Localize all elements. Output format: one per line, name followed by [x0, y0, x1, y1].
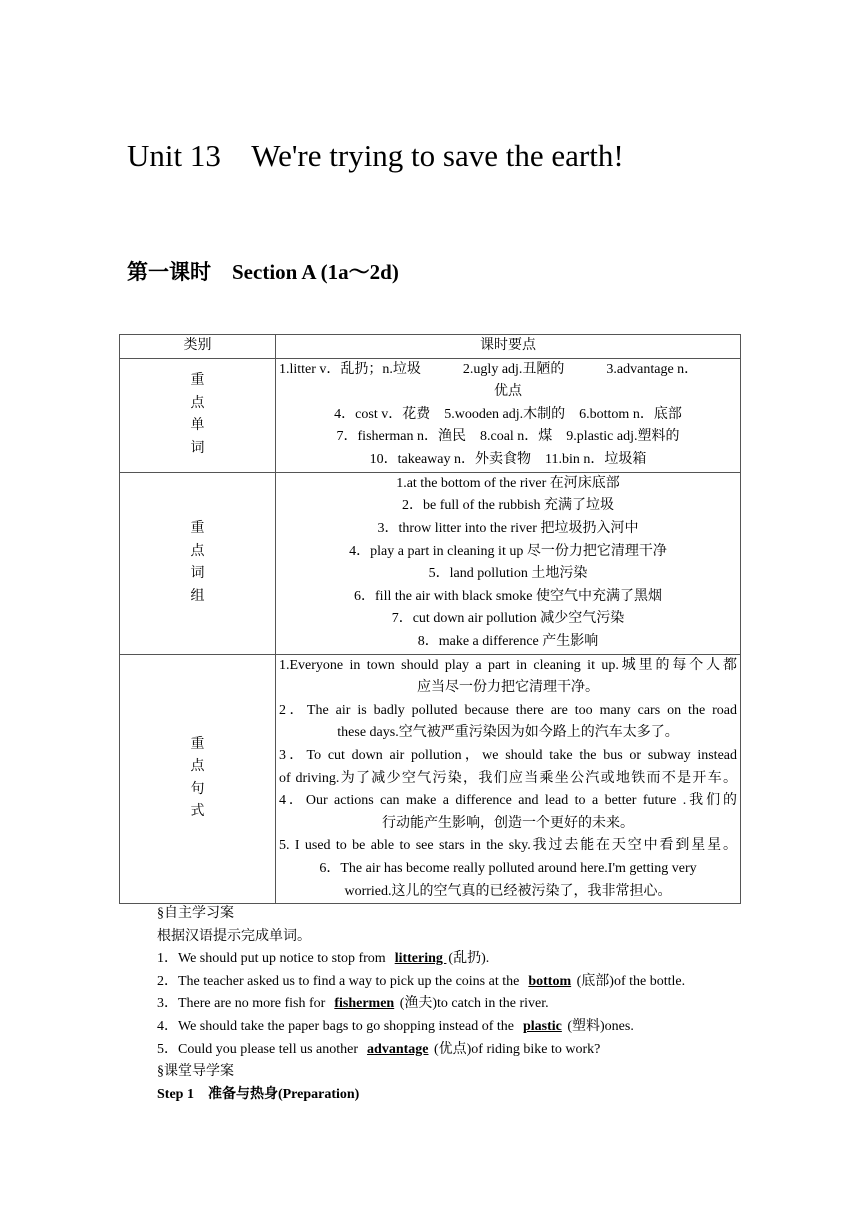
- category-vocabulary: 重 点 单 词: [120, 358, 276, 472]
- self-study-heading: §自主学习案: [157, 906, 234, 921]
- sentence-line: 4．Our actions can make a difference and lead to a better future .我们的: [279, 793, 737, 809]
- category-sentences: 重 点 句 式: [120, 654, 276, 904]
- vocab-line: 优点: [494, 384, 522, 400]
- table-row: [120, 472, 741, 654]
- header-category: 类别: [120, 335, 276, 359]
- sentence-line: 5. I used to be able to see stars in the sky.我过去能在天空中看到星星。: [279, 838, 737, 854]
- table-header-row: [120, 335, 741, 359]
- sentence-line: 行动能产生影响，创造一个更好的未来。: [382, 815, 634, 831]
- category-phrases: 重 点 词 组: [120, 472, 276, 654]
- sentence-line: worried.这儿的空气真的已经被污染了，我非常担心。: [344, 883, 672, 899]
- step-heading: Step 1 准备与热身(Preparation): [157, 1086, 360, 1102]
- phrase-line: 2．be full of the rubbish 充满了垃圾: [402, 498, 614, 514]
- sentences-content: [276, 654, 741, 904]
- sentence-line: 应当尽一份力把它清理干净。: [417, 680, 599, 696]
- phrase-line: 1.at the bottom of the river 在河床底部: [396, 475, 620, 491]
- classroom-heading: §课堂导学案: [157, 1064, 234, 1080]
- sentence-line: of driving.为了减少空气污染，我们应当乘坐公汽或地铁而不是开车。: [279, 770, 737, 786]
- answer-blank: fishermen: [334, 996, 395, 1012]
- vocab-line: 4．cost v．花费 5.wooden adj.木制的 6.bottom n．底部: [334, 406, 682, 422]
- phrase-line: 6．fill the air with black smoke 使空气中充满了黑烟: [354, 588, 662, 604]
- exercise-section: [157, 903, 757, 1106]
- header-key-points: 课时要点: [276, 335, 741, 359]
- phrase-line: 5．land pollution 土地污染: [428, 566, 588, 582]
- phrase-line: 7．cut down air pollution 减少空气污染: [391, 611, 625, 627]
- sentence-line: 6．The air has become really polluted around here.I'm getting very: [319, 860, 697, 876]
- answer-blank: advantage: [367, 1041, 429, 1057]
- sentence-line: 3．To cut down air pollution，we should take the bus or subway instead: [279, 747, 737, 763]
- sentence-line: 2．The air is badly polluted because there are too many cars on the road: [279, 702, 737, 718]
- sentence-line: 1.Everyone in town should play a part in cleaning it up.城里的每个人都: [279, 657, 737, 673]
- exercise-item: 5．Could you please tell us another advantage (优点)of riding bike to work?: [157, 1041, 601, 1057]
- phrases-content: [276, 472, 741, 654]
- key-points-table: [119, 334, 741, 904]
- phrase-line: 4．play a part in cleaning it up 尽一份力把它清理干净: [349, 543, 667, 559]
- table-row: [120, 358, 741, 472]
- vocab-line: 7．fisherman n．渔民 8.coal n．煤 9.plastic adj.塑料的: [336, 429, 680, 445]
- page-title: Unit 13 We're trying to save the earth!: [127, 138, 624, 173]
- exercise-item: 1．We should put up notice to stop from littering (乱扔).: [157, 951, 490, 967]
- vocabulary-content: [276, 358, 741, 472]
- self-study-instruction: 根据汉语提示完成单词。: [157, 928, 311, 944]
- exercise-item: 2．The teacher asked us to find a way to pick up the coins at the bottom (底部)of the bottle.: [157, 973, 686, 989]
- answer-blank: plastic: [522, 1018, 562, 1034]
- exercise-item: 3．There are no more fish for fishermen (渔夫)to catch in the river.: [157, 996, 549, 1012]
- phrase-line: 3．throw litter into the river 把垃圾扔入河中: [377, 520, 639, 536]
- vocab-line: 1.litter v．乱扔；n.垃圾 2.ugly adj.丑陋的 3.advantage n．: [279, 361, 699, 377]
- exercise-item: 4．We should take the paper bags to go shopping instead of the plastic (塑料)ones.: [157, 1018, 634, 1034]
- section-subtitle: 第一课时 Section A (1a～2d): [127, 260, 399, 284]
- table-row: [120, 654, 741, 904]
- sentence-line: these days.空气被严重污染因为如今路上的汽车太多了。: [337, 725, 679, 741]
- answer-blank: bottom: [528, 973, 572, 989]
- answer-blank: littering: [394, 951, 447, 967]
- phrase-line: 8．make a difference 产生影响: [417, 633, 599, 649]
- vocab-line: 10．takeaway n．外卖食物 11.bin n．垃圾箱: [369, 451, 647, 467]
